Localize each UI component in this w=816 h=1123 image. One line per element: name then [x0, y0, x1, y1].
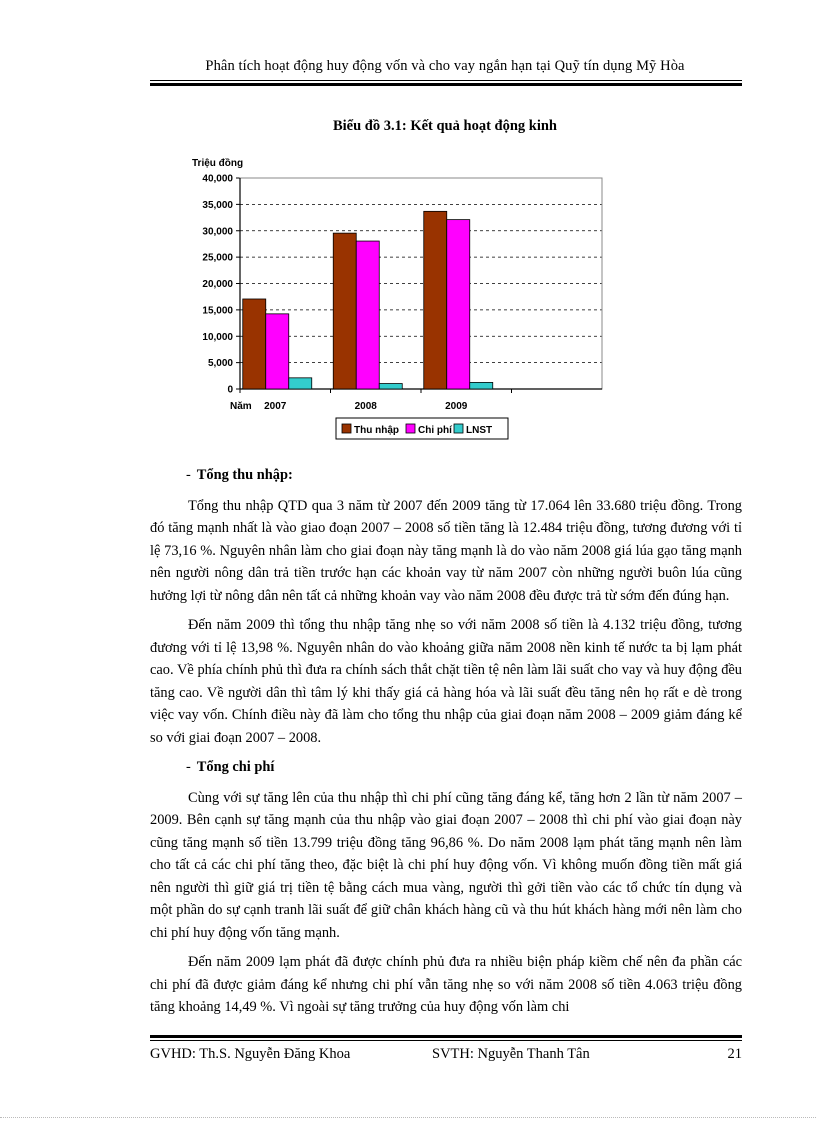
page-edge	[0, 1117, 816, 1118]
footer-rule	[150, 1040, 742, 1041]
legend-swatch-LNST	[454, 424, 463, 433]
student-name: SVTH: Nguyễn Thanh Tân	[432, 1046, 590, 1062]
section-heading-income-text: Tổng thu nhập:	[196, 467, 293, 483]
section-heading-income: - Tổng thu nhập:	[186, 467, 293, 483]
paragraph-income-1: Tổng thu nhập QTD qua 3 năm từ 2007 đến 2009 tăng từ 17.064 lên 33.680 triệu đồng. Trong đó tăng mạnh nhất là vào giao đoạn 2007 – 2008 số tiền tăng là 12.484 triệu đồng, tương đương với tỉ lệ 73,16 %. Nguyên nhân làm cho giai đoạn này tăng mạnh là do vào năm 2008 giá lúa gạo tăng mạnh nên người nông dân trả tiền trước hạn các khoản vay từ năm 2007 còn những người buôn lúa cũng hưởng lợi từ nông dân nên tất cả những khoản vay vào năm 2008 đều được trả từ sớm đến đúng hạn.	[150, 497, 742, 604]
bar-Thu nhập-2008	[333, 233, 356, 389]
bar-Thu nhập-2009	[424, 211, 447, 389]
bar-Chi phí-2009	[447, 220, 470, 389]
paragraph-cost-1: Cùng với sự tăng lên của thu nhập thì chi phí cũng tăng đáng kể, tăng hơn 2 lần từ năm 2007 – 2009. Bên cạnh sự tăng mạnh của thu nhập vào giai đoạn 2007 – 2008 thì chi phí vào giai đoạn này cũng tăng mạnh số tiền 13.799 triệu đồng tăng 96,86 %. Do năm 2008 lạm phát tăng mạnh nên làm cho tất cả các chi phí tăng theo, đặc biệt là chi phí huy động vốn. Vì không muốn đồng tiền mất giá nên người thì giữ giá trị tiền tệ bằng cách mua vàng, người thì gởi tiền vào các tổ chức tín dụng và một phần do sự cạnh tranh lãi suất để giữ chân khách hàng cũ và thu hút khách hàng mới nên làm cho chi phí huy động vốn tăng mạnh.	[150, 789, 742, 941]
chart-caption: Biểu đồ 3.1: Kết quả hoạt động kinh	[332, 118, 557, 134]
bar-LNST-2008	[379, 384, 402, 389]
y-tick-label: 40,000	[202, 173, 233, 185]
bar-Chi phí-2007	[266, 314, 289, 389]
bar-LNST-2007	[289, 378, 312, 389]
x-tick-label: 2007	[264, 401, 287, 412]
y-tick-label: 20,000	[202, 279, 233, 290]
legend-swatch-Thu nhập	[342, 424, 351, 433]
y-axis-title: Triệu đồng	[192, 158, 244, 169]
y-tick-label: 25,000	[202, 252, 233, 264]
paragraph-cost-2: Đến năm 2009 lạm phát đã được chính phủ đưa ra nhiều biện pháp kiềm chế nên đa phần các chi phí đã được giảm đáng kể nhưng chi phí vẫn tăng nhẹ so với năm 2008 số tiền 4.063 triệu đồng tăng khoảng 14,49 %. Vì ngoài sự tăng trưởng của huy động vốn làm chi	[150, 954, 742, 1015]
header-rule	[150, 80, 742, 81]
y-tick-label: 10,000	[202, 331, 233, 343]
body-text	[150, 460, 742, 1026]
bar-LNST-2009	[470, 382, 493, 389]
legend-swatch-Chi phí	[406, 424, 415, 433]
bar-Thu nhập-2007	[243, 299, 266, 389]
header-rule-thick	[150, 83, 742, 86]
legend-label-Thu nhập: Thu nhập	[354, 425, 399, 436]
x-tick-label: 2009	[445, 401, 468, 412]
running-header: Phân tích hoạt động huy động vốn và cho vay ngắn hạn tại Quỹ tín dụng Mỹ Hòa	[205, 58, 685, 74]
x-tick-label: 2008	[354, 401, 377, 412]
advisor-name: GVHD: Th.S. Nguyễn Đăng Khoa	[150, 1046, 351, 1062]
legend-label-Chi phí: Chi phí	[418, 425, 452, 436]
bar-chart	[180, 150, 620, 450]
footer-rule-thick	[150, 1035, 742, 1038]
paragraph-income-2: Đến năm 2009 thì tổng thu nhập tăng nhẹ so với năm 2008 số tiền là 4.132 triệu đồng, tương đương với tỉ lệ 13,98 %. Nguyên nhân do vào khoảng giữa năm 2008 nền kinh tế nước ta bị lạm phát cao. Về phía chính phủ thì đưa ra chính sách thắt chặt tiền tệ nên làm lãi suất cho vay và huy động đều tăng cao. Về người dân thì tâm lý khi thấy giá cả hàng hóa và lãi suất đều tăng nên họ rất e dè trong việc vay vốn. Chính điều này đã làm cho tổng thu nhập của giai đoạn năm 2008 – 2009 giảm đáng kể so với giai đoạn 2007 – 2008.	[150, 617, 742, 746]
y-tick-label: 30,000	[202, 226, 233, 238]
bar-Chi phí-2008	[356, 241, 379, 389]
section-heading-cost: - Tổng chi phí	[186, 759, 275, 775]
y-tick-label: 15,000	[202, 305, 233, 317]
legend-label-LNST: LNST	[466, 425, 493, 436]
y-tick-label: 5,000	[207, 358, 233, 370]
section-heading-cost-text: Tổng chi phí	[196, 759, 275, 775]
y-tick-label: 0	[227, 384, 233, 396]
y-tick-label: 35,000	[202, 199, 233, 211]
x-axis-title: Năm	[230, 401, 252, 412]
page-number: 21	[727, 1046, 742, 1062]
